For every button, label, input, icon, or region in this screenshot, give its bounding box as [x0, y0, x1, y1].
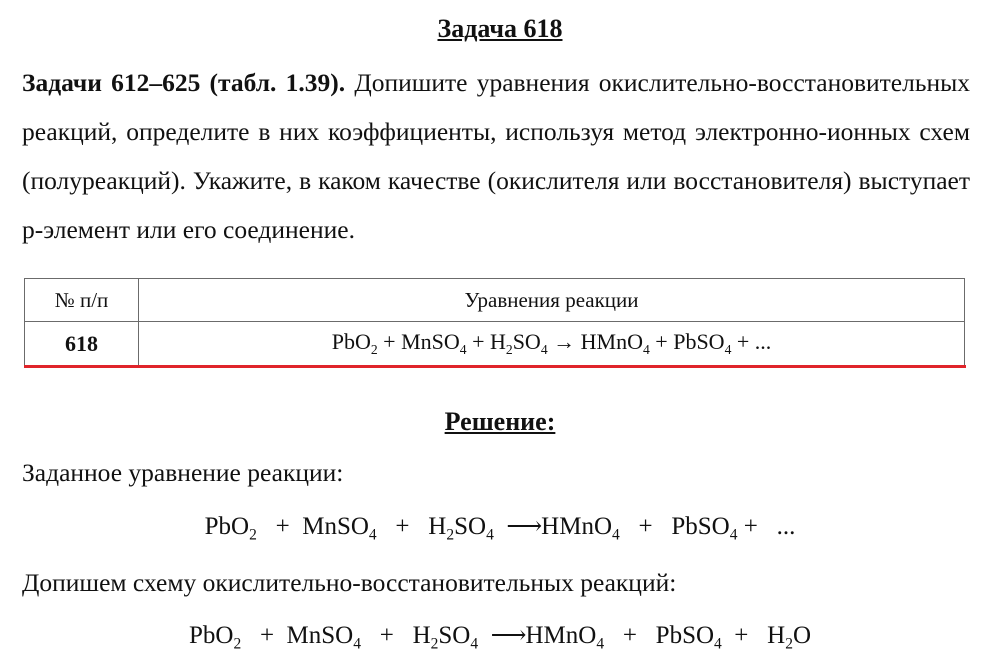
table-header-row: [25, 279, 965, 322]
table-header-equation: Уравнения реакции: [139, 279, 965, 322]
solution-header: Решение:: [444, 407, 556, 436]
red-underline: [24, 365, 966, 368]
reaction-arrow-icon: ⟶: [490, 622, 526, 649]
task-statement: [22, 58, 970, 254]
task-title: Задача 618: [437, 14, 563, 43]
table-cell-equation: PbO$_2$ + MnSO$_4$ + $H_2SO_4$ → HMnO$_4$ + PbSO$_4$ + ...: [139, 322, 965, 367]
given-equation: PbO$_2$ + MnSO$_4$ + $H_2SO_4$ ⟶HMnO$_4$ + PbSO$_4$ + ...: [204, 513, 796, 544]
scheme-label: Допишем схему окислительно-восстановительных реакций:: [22, 568, 677, 597]
table-cell-number: 618: [25, 322, 139, 367]
task-statement-text: Допишите уравнения окислительно-восстановительных реакций, определите в них коэффициенты, используя метод электронно-ионных схем (полуреакций). Укажите, в каком качестве (окислителя или восстановителя) выступает р-элемент или его соединение.: [22, 68, 971, 244]
table-row: [25, 322, 965, 367]
given-equation-label: Заданное уравнение реакции:: [22, 458, 344, 487]
reaction-table: [24, 278, 965, 367]
reaction-arrow-icon: ⟶: [506, 513, 542, 540]
task-statement-lead: Задачи 612–625 (табл. 1.39).: [22, 68, 346, 97]
table-header-number: № п/п: [25, 279, 139, 322]
completed-equation: PbO$_2$ + MnSO$_4$ + $H_2SO_4$ ⟶HMnO$_4$ + PbSO$_4$ + $H_2O$: [188, 622, 812, 652]
